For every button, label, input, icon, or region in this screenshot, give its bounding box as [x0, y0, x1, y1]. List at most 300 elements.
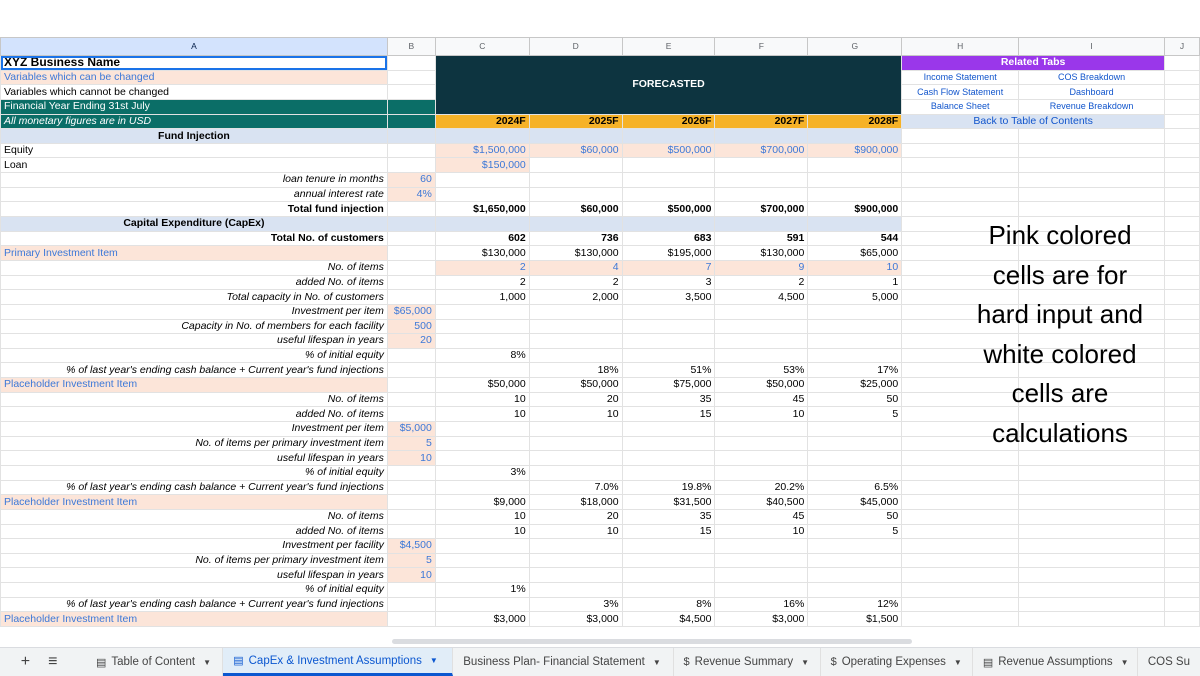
value-cell[interactable]: 3 — [622, 275, 715, 290]
value-cell[interactable]: $75,000 — [622, 378, 715, 393]
link-cash-flow-statement[interactable]: Cash Flow Statement — [902, 85, 1019, 100]
cell[interactable] — [808, 129, 902, 144]
input-cell[interactable]: $4,500 — [387, 539, 435, 554]
input-cell[interactable]: 10 — [387, 568, 435, 583]
value-cell[interactable]: 10 — [529, 407, 622, 422]
cell[interactable] — [902, 524, 1019, 539]
chevron-down-icon[interactable]: ▼ — [203, 657, 212, 667]
row-label[interactable]: No. of items — [1, 392, 388, 407]
value-cell[interactable]: 15 — [622, 407, 715, 422]
value-cell[interactable]: 5 — [808, 524, 902, 539]
cell[interactable] — [1164, 495, 1199, 510]
cell[interactable] — [1019, 187, 1165, 202]
cell[interactable] — [715, 553, 808, 568]
cell[interactable] — [1164, 465, 1199, 480]
row-label[interactable]: Total fund injection — [1, 202, 388, 217]
cell[interactable] — [387, 217, 435, 232]
value-cell[interactable]: 8% — [435, 348, 529, 363]
cell[interactable] — [1164, 583, 1199, 598]
cell[interactable] — [622, 436, 715, 451]
cell[interactable] — [1019, 553, 1165, 568]
cell[interactable] — [387, 114, 435, 129]
cell[interactable] — [808, 422, 902, 437]
column-header-f[interactable]: F — [715, 38, 808, 56]
value-cell[interactable]: 19.8% — [622, 480, 715, 495]
cell[interactable] — [387, 495, 435, 510]
cell[interactable] — [1164, 143, 1199, 158]
row-label[interactable]: No. of items — [1, 260, 388, 275]
value-cell[interactable]: 10 — [715, 407, 808, 422]
year-header[interactable]: 2026F — [622, 114, 715, 129]
value-cell[interactable]: $1,500 — [808, 612, 902, 627]
cell[interactable] — [715, 568, 808, 583]
chevron-down-icon[interactable]: ▼ — [953, 657, 962, 667]
input-cell[interactable]: $65,000 — [387, 304, 435, 319]
value-cell[interactable]: 20.2% — [715, 480, 808, 495]
cell[interactable] — [1019, 509, 1165, 524]
link-cos-breakdown[interactable]: COS Breakdown — [1019, 70, 1165, 85]
tab-revenue-assumptions[interactable] — [973, 648, 1138, 676]
total-fund-cell[interactable]: $60,000 — [529, 202, 622, 217]
value-cell[interactable]: $3,000 — [435, 612, 529, 627]
link-revenue-breakdown[interactable]: Revenue Breakdown — [1019, 99, 1165, 114]
value-cell[interactable]: 2 — [529, 275, 622, 290]
value-cell[interactable]: 10 — [435, 524, 529, 539]
year-header[interactable]: 2027F — [715, 114, 808, 129]
row-label[interactable]: Total No. of customers — [1, 231, 388, 246]
row-label[interactable]: Capacity in No. of members for each facility — [1, 319, 388, 334]
cell[interactable] — [387, 99, 435, 114]
cell[interactable] — [1164, 553, 1199, 568]
cell[interactable] — [902, 568, 1019, 583]
cell[interactable] — [435, 597, 529, 612]
equity-cell[interactable]: $900,000 — [808, 143, 902, 158]
cell[interactable] — [902, 173, 1019, 188]
cell[interactable] — [622, 158, 715, 173]
loan-cell[interactable]: $150,000 — [435, 158, 529, 173]
cell[interactable] — [529, 583, 622, 598]
cell[interactable] — [622, 319, 715, 334]
cell[interactable] — [808, 187, 902, 202]
equity-cell[interactable]: $60,000 — [529, 143, 622, 158]
input-cell[interactable]: 5 — [387, 436, 435, 451]
horizontal-scrollbar[interactable] — [388, 637, 1200, 645]
cell[interactable] — [529, 129, 622, 144]
cell[interactable] — [622, 568, 715, 583]
row-label[interactable]: useful lifespan in years — [1, 451, 388, 466]
cell[interactable] — [808, 465, 902, 480]
add-sheet-icon[interactable]: + — [20, 653, 31, 670]
cell[interactable] — [715, 583, 808, 598]
equity-cell[interactable]: $500,000 — [622, 143, 715, 158]
cell[interactable] — [529, 304, 622, 319]
cell[interactable] — [902, 612, 1019, 627]
value-cell[interactable]: $50,000 — [435, 378, 529, 393]
value-cell[interactable]: 6.5% — [808, 480, 902, 495]
equity-cell[interactable]: $700,000 — [715, 143, 808, 158]
value-cell[interactable]: 53% — [715, 363, 808, 378]
cell[interactable] — [529, 568, 622, 583]
value-cell[interactable]: $130,000 — [435, 246, 529, 261]
tab-business-plan[interactable] — [453, 648, 673, 676]
cell[interactable] — [529, 348, 622, 363]
value-cell[interactable]: 3,500 — [622, 290, 715, 305]
value-cell[interactable]: $3,000 — [529, 612, 622, 627]
customers-cell[interactable]: 736 — [529, 231, 622, 246]
value-cell[interactable]: 51% — [622, 363, 715, 378]
cell[interactable] — [387, 290, 435, 305]
row-label[interactable]: No. of items per primary investment item — [1, 553, 388, 568]
loan-tenure-cell[interactable]: 60 — [387, 173, 435, 188]
cell[interactable] — [902, 143, 1019, 158]
cell[interactable] — [1019, 612, 1165, 627]
value-cell[interactable]: $25,000 — [808, 378, 902, 393]
value-cell[interactable]: $130,000 — [529, 246, 622, 261]
total-fund-cell[interactable]: $500,000 — [622, 202, 715, 217]
value-cell[interactable]: 2 — [435, 260, 529, 275]
row-label[interactable]: % of last year's ending cash balance + Current year's fund injections — [1, 480, 388, 495]
cell[interactable] — [902, 129, 1019, 144]
cell[interactable] — [1164, 70, 1199, 85]
cell[interactable] — [435, 334, 529, 349]
row-label[interactable]: Investment per item — [1, 422, 388, 437]
link-balance-sheet[interactable]: Balance Sheet — [902, 99, 1019, 114]
cell[interactable] — [387, 275, 435, 290]
related-tabs-header[interactable]: Related Tabs — [902, 56, 1165, 71]
cell[interactable] — [902, 480, 1019, 495]
value-cell[interactable]: $9,000 — [435, 495, 529, 510]
cell[interactable] — [387, 143, 435, 158]
cell[interactable] — [1164, 158, 1199, 173]
cell[interactable] — [715, 129, 808, 144]
fiscal-year-cell[interactable]: Financial Year Ending 31st July — [1, 99, 388, 114]
cell[interactable] — [808, 539, 902, 554]
cell[interactable] — [808, 304, 902, 319]
cell[interactable] — [1019, 524, 1165, 539]
cell[interactable] — [387, 231, 435, 246]
cell[interactable] — [902, 465, 1019, 480]
cell[interactable] — [1019, 480, 1165, 495]
column-header-d[interactable]: D — [529, 38, 622, 56]
cell[interactable] — [902, 597, 1019, 612]
cell[interactable] — [808, 451, 902, 466]
cell[interactable] — [1164, 85, 1199, 100]
item-label[interactable]: Placeholder Investment Item — [1, 612, 388, 627]
value-cell[interactable]: 3% — [529, 597, 622, 612]
total-fund-cell[interactable]: $700,000 — [715, 202, 808, 217]
cell[interactable] — [1164, 114, 1199, 129]
cell[interactable] — [715, 539, 808, 554]
cell[interactable] — [715, 422, 808, 437]
value-cell[interactable]: $45,000 — [808, 495, 902, 510]
row-label[interactable]: added No. of items — [1, 275, 388, 290]
row-label[interactable]: Equity — [1, 143, 388, 158]
value-cell[interactable]: $3,000 — [715, 612, 808, 627]
value-cell[interactable]: 12% — [808, 597, 902, 612]
cell[interactable] — [435, 129, 529, 144]
section-fund-injection[interactable]: Fund Injection — [1, 129, 388, 144]
cell[interactable] — [1019, 568, 1165, 583]
cell[interactable] — [387, 56, 435, 71]
cell[interactable] — [435, 319, 529, 334]
value-cell[interactable]: 35 — [622, 392, 715, 407]
cell[interactable] — [387, 465, 435, 480]
cell[interactable] — [1019, 465, 1165, 480]
cell[interactable] — [1019, 129, 1165, 144]
cell[interactable] — [808, 583, 902, 598]
value-cell[interactable]: 3% — [435, 465, 529, 480]
equity-cell[interactable]: $1,500,000 — [435, 143, 529, 158]
row-label[interactable]: No. of items per primary investment item — [1, 436, 388, 451]
cell[interactable] — [622, 583, 715, 598]
cell[interactable] — [902, 202, 1019, 217]
cell[interactable] — [387, 158, 435, 173]
value-cell[interactable]: 10 — [808, 260, 902, 275]
value-cell[interactable]: $40,500 — [715, 495, 808, 510]
value-cell[interactable]: 4 — [529, 260, 622, 275]
cell[interactable] — [529, 319, 622, 334]
cell[interactable] — [622, 217, 715, 232]
cell[interactable] — [435, 304, 529, 319]
cell[interactable] — [1164, 612, 1199, 627]
cell[interactable] — [622, 334, 715, 349]
cell[interactable] — [902, 495, 1019, 510]
cell[interactable] — [529, 553, 622, 568]
customers-cell[interactable]: 591 — [715, 231, 808, 246]
value-cell[interactable]: 10 — [435, 407, 529, 422]
cell[interactable] — [715, 348, 808, 363]
forecasted-header[interactable]: FORECASTED — [435, 56, 901, 115]
cell[interactable] — [387, 509, 435, 524]
cell[interactable] — [387, 583, 435, 598]
value-cell[interactable]: 8% — [622, 597, 715, 612]
column-header-a[interactable]: A — [1, 38, 388, 56]
column-header-h[interactable]: H — [902, 38, 1019, 56]
cell[interactable] — [808, 348, 902, 363]
row-label[interactable]: % of initial equity — [1, 348, 388, 363]
value-cell[interactable]: 1 — [808, 275, 902, 290]
link-income-statement[interactable]: Income Statement — [902, 70, 1019, 85]
cell[interactable] — [902, 539, 1019, 554]
cell[interactable] — [435, 480, 529, 495]
cell[interactable] — [902, 553, 1019, 568]
input-cell[interactable]: 5 — [387, 553, 435, 568]
cell[interactable] — [435, 451, 529, 466]
cell[interactable] — [387, 378, 435, 393]
interest-rate-cell[interactable]: 4% — [387, 187, 435, 202]
all-sheets-menu-icon[interactable]: ≡ — [48, 653, 58, 670]
cell[interactable] — [387, 129, 435, 144]
row-label[interactable]: Investment per facility — [1, 539, 388, 554]
value-cell[interactable]: $18,000 — [529, 495, 622, 510]
cell[interactable] — [435, 553, 529, 568]
row-label[interactable]: % of initial equity — [1, 465, 388, 480]
row-label[interactable]: Loan — [1, 158, 388, 173]
value-cell[interactable]: 45 — [715, 509, 808, 524]
total-fund-cell[interactable]: $1,650,000 — [435, 202, 529, 217]
cell[interactable] — [715, 465, 808, 480]
value-cell[interactable]: 2,000 — [529, 290, 622, 305]
currency-note-cell[interactable]: All monetary figures are in USD — [1, 114, 388, 129]
row-label[interactable]: Investment per item — [1, 304, 388, 319]
cell[interactable] — [435, 422, 529, 437]
value-cell[interactable]: 10 — [435, 509, 529, 524]
cell[interactable] — [902, 583, 1019, 598]
column-header-b[interactable]: B — [387, 38, 435, 56]
cell[interactable] — [529, 187, 622, 202]
customers-cell[interactable]: 544 — [808, 231, 902, 246]
cell[interactable] — [808, 553, 902, 568]
link-dashboard[interactable]: Dashboard — [1019, 85, 1165, 100]
tab-table-of-content[interactable] — [86, 648, 223, 676]
value-cell[interactable]: 1,000 — [435, 290, 529, 305]
cell[interactable] — [622, 422, 715, 437]
row-label[interactable]: annual interest rate — [1, 187, 388, 202]
cell[interactable] — [435, 173, 529, 188]
cell[interactable] — [622, 304, 715, 319]
cell[interactable] — [435, 568, 529, 583]
row-label[interactable]: No. of items — [1, 509, 388, 524]
cell[interactable] — [1019, 173, 1165, 188]
cell[interactable] — [529, 539, 622, 554]
cell[interactable] — [529, 436, 622, 451]
year-header[interactable]: 2024F — [435, 114, 529, 129]
value-cell[interactable]: 5 — [808, 407, 902, 422]
value-cell[interactable]: 4,500 — [715, 290, 808, 305]
row-label[interactable]: % of last year's ending cash balance + Current year's fund injections — [1, 597, 388, 612]
total-fund-cell[interactable]: $900,000 — [808, 202, 902, 217]
cell[interactable] — [808, 568, 902, 583]
tab-capex-assumptions[interactable] — [223, 648, 453, 676]
input-cell[interactable]: 10 — [387, 451, 435, 466]
input-cell[interactable]: 20 — [387, 334, 435, 349]
cell[interactable] — [808, 217, 902, 232]
cell[interactable] — [1019, 597, 1165, 612]
cell[interactable] — [529, 158, 622, 173]
value-cell[interactable]: 1% — [435, 583, 529, 598]
cell[interactable] — [387, 612, 435, 627]
cell[interactable] — [622, 129, 715, 144]
cell[interactable] — [387, 202, 435, 217]
year-header[interactable]: 2025F — [529, 114, 622, 129]
value-cell[interactable]: 9 — [715, 260, 808, 275]
customers-cell[interactable]: 683 — [622, 231, 715, 246]
cell[interactable] — [387, 246, 435, 261]
cell[interactable] — [1019, 143, 1165, 158]
item-label[interactable]: Placeholder Investment Item — [1, 378, 388, 393]
scrollbar-thumb[interactable] — [392, 639, 912, 644]
value-cell[interactable]: $4,500 — [622, 612, 715, 627]
value-cell[interactable]: 10 — [715, 524, 808, 539]
value-cell[interactable]: 50 — [808, 392, 902, 407]
row-label[interactable]: Total capacity in No. of customers — [1, 290, 388, 305]
value-cell[interactable]: 2 — [715, 275, 808, 290]
column-header-i[interactable]: I — [1019, 38, 1165, 56]
cell[interactable] — [1164, 568, 1199, 583]
tab-operating-expenses[interactable] — [821, 648, 973, 676]
cell[interactable] — [808, 173, 902, 188]
value-cell[interactable]: 15 — [622, 524, 715, 539]
value-cell[interactable]: 35 — [622, 509, 715, 524]
tab-cos-summary[interactable] — [1138, 648, 1200, 676]
cell[interactable] — [1164, 56, 1199, 71]
value-cell[interactable]: $50,000 — [529, 378, 622, 393]
cell[interactable] — [435, 539, 529, 554]
column-header-g[interactable]: G — [808, 38, 902, 56]
value-cell[interactable]: 2 — [435, 275, 529, 290]
cell[interactable] — [387, 85, 435, 100]
cell[interactable] — [808, 334, 902, 349]
cell[interactable] — [387, 363, 435, 378]
cell[interactable] — [622, 173, 715, 188]
cell[interactable] — [529, 217, 622, 232]
value-cell[interactable]: 7 — [622, 260, 715, 275]
cell[interactable] — [1164, 187, 1199, 202]
tab-revenue-summary[interactable] — [674, 648, 821, 676]
column-header-j[interactable]: J — [1164, 38, 1199, 56]
legend-changeable[interactable]: Variables which can be changed — [1, 70, 388, 85]
cell[interactable] — [1164, 129, 1199, 144]
link-back-to-toc[interactable]: Back to Table of Contents — [902, 114, 1165, 129]
value-cell[interactable]: 5,000 — [808, 290, 902, 305]
cell[interactable] — [1019, 158, 1165, 173]
year-header[interactable]: 2028F — [808, 114, 902, 129]
chevron-down-icon[interactable]: ▼ — [652, 657, 661, 667]
chevron-down-icon[interactable]: ▼ — [801, 657, 810, 667]
cell[interactable] — [902, 509, 1019, 524]
cell[interactable] — [1164, 99, 1199, 114]
cell[interactable] — [622, 451, 715, 466]
cell[interactable] — [529, 173, 622, 188]
value-cell[interactable]: 50 — [808, 509, 902, 524]
row-label[interactable]: loan tenure in months — [1, 173, 388, 188]
cell[interactable] — [622, 348, 715, 363]
cell[interactable] — [435, 436, 529, 451]
cell[interactable] — [529, 422, 622, 437]
cell[interactable] — [1164, 524, 1199, 539]
cell[interactable] — [1164, 509, 1199, 524]
business-name-cell[interactable]: XYZ Business Name — [1, 56, 388, 71]
cell[interactable] — [715, 436, 808, 451]
chevron-down-icon[interactable]: ▼ — [429, 656, 438, 665]
cell[interactable] — [387, 260, 435, 275]
cell[interactable] — [1164, 202, 1199, 217]
cell[interactable] — [622, 187, 715, 202]
cell[interactable] — [529, 465, 622, 480]
cell[interactable] — [435, 217, 529, 232]
cell[interactable] — [1164, 173, 1199, 188]
cell[interactable] — [808, 158, 902, 173]
cell[interactable] — [387, 597, 435, 612]
value-cell[interactable]: $31,500 — [622, 495, 715, 510]
cell[interactable] — [387, 480, 435, 495]
row-label[interactable]: useful lifespan in years — [1, 568, 388, 583]
column-header-e[interactable]: E — [622, 38, 715, 56]
cell[interactable] — [387, 70, 435, 85]
value-cell[interactable]: 45 — [715, 392, 808, 407]
value-cell[interactable]: 7.0% — [529, 480, 622, 495]
cell[interactable] — [435, 363, 529, 378]
cell[interactable] — [715, 173, 808, 188]
cell[interactable] — [529, 451, 622, 466]
cell[interactable] — [1164, 597, 1199, 612]
cell[interactable] — [387, 524, 435, 539]
cell[interactable] — [808, 319, 902, 334]
value-cell[interactable]: 16% — [715, 597, 808, 612]
cell[interactable] — [715, 217, 808, 232]
value-cell[interactable]: 18% — [529, 363, 622, 378]
cell[interactable] — [715, 158, 808, 173]
